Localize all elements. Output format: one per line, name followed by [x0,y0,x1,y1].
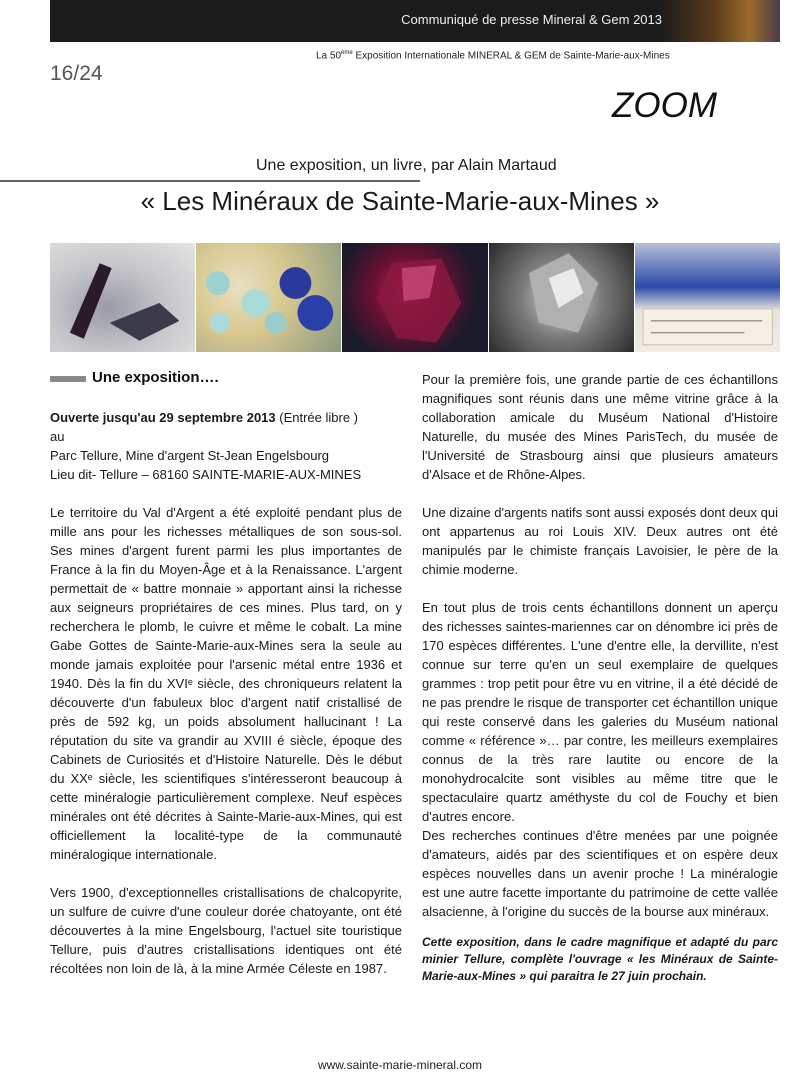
opening-date: Ouverte jusqu'au 29 septembre 2013 [50,410,276,425]
subtitle-post: Exposition Internationale MINERAL & GEM de Sainte-Marie-aux-Mines [352,50,670,62]
header-banner [50,0,780,42]
blue-spheres-icon [196,243,341,352]
zoom-label: ZOOM [612,86,717,125]
closing-note: Cette exposition, dans le cadre magnifique et adapté du parc minier Tellure, complète l'ouvrage « les Minéraux de Sainte-Marie-aux-Mines » qui paraitra le 27 juin prochain. [422,935,778,983]
kicker-rule [0,180,420,182]
event-subtitle [316,50,670,61]
label-specimen-icon [635,243,780,352]
dark-crystal-icon [50,243,195,352]
right-column [422,370,778,985]
banner-title: Communiqué de presse Mineral & Gem 2013 [401,12,662,27]
left-column [50,408,402,978]
subtitle-sup: ème [341,50,353,56]
right-paragraph-4: Des recherches continues d'être menées par une poignée d'amateurs, aidés par des scientifiques et on espère deux espèces nouvelles dans un avenir proche ! La minéralogie est une autre facette importante du patrimoine de cette vallée alsacienne, à l'origine du succès de la bourse aux minéraux. [422,828,778,919]
right-paragraph-1: Pour la première fois, une grande partie de ces échantillons magnifiques sont réunis dans une même vitrine grâce à la collaboration amicale du Muséum National d'Histoire Naturelle, du musée des Mines ParisTech, du musée de l'Université de Strasbourg ainsi que plusieurs amateurs d'Alsace et de Rhône-Alpes. [422,372,778,482]
left-paragraph-1: Le territoire du Val d'Argent a été exploité pendant plus de mille ans pour les richesses métalliques de son sous-sol. Ses mines d'argent furent parmi les plus importantes de France à la fin du Moyen-Âge et à la Renaissance. L'argent permettait de « battre monnaie » apportant ainsi la richesse aux seigneurs propriétaires de ces mines. Plus tard, on y recherchera le plomb, le cuivre et même le cobalt. La mine Gabe Gottes de Sainte-Marie-aux-Mines sera la seule au monde jamais exploitée pour l'arsenic métal entre 1936 et 1940. Dès la fin du XVIᵉ siècle, des chroniqueurs relatent la découverte d'un fabuleux bloc d'argent natif cristallisé de près de 592 kg, un poids absolument hallucinant ! La réputation du site va grandir au XVIII é siècle, époque des Cabinets de Curiosités et d'Histoire Naturelle. Dès le début du XXᵉ siècle, les scientifiques s'intéresseront beaucoup à cette minéralogie particulièrement complexe. Neuf espèces minérales ont été décrites à Sainte-Marie-aux-Mines, qui est officiellement la localité-type de la communauté minéralogique internationale. [50,505,402,862]
mineral-photo-5 [635,243,780,352]
subtitle-pre: La 50 [316,50,342,62]
venue-line-3: Lieu dit- Tellure – 68160 SAINTE-MARIE-AUX-MINES [50,467,362,482]
red-gem-icon [342,243,487,352]
venue-line-2: Parc Tellure, Mine d'argent St-Jean Engelsbourg [50,448,330,463]
opening-line [50,408,402,427]
banner-globe-image [660,0,780,42]
mineral-photo-1 [50,243,195,352]
right-paragraph-3: En tout plus de trois cents échantillons donnent un aperçu des richesses saintes-mariennes car on dénombre ici près de 170 espèces différentes. L'une d'entre elle, la dervillite, n'est connue sur terre qu'en un seul exemplaire de quelques grammes : trop petit pour être vu en vitrine, il a été décidé de ne pas prendre le risque de transporter cet échantillon unique qui reste conservé dans les galeries du Muséum national comme « référence »… par contre, les meilleurs exemplaires connus de la très rare lautite ou encore de la monohydrocalcite sont visibles au même titre que le spectaculaire quartz améthyste du col de Fouchy et bien d'autres encore. [422,600,778,824]
section-title: Une exposition…. [92,369,219,386]
article-headline: « Les Minéraux de Sainte-Marie-aux-Mines » [140,186,660,216]
mineral-photo-3 [342,243,487,352]
mineral-photo-4 [489,243,634,352]
mineral-photo-strip [50,243,780,352]
venue-line-1: au [50,429,65,444]
opening-entry: (Entrée libre ) [275,410,359,425]
left-paragraph-2: Vers 1900, d'exceptionnelles cristallisations de chalcopyrite, un sulfure de cuivre d'une couleur dorée chatoyante, ont été découvertes à la mine Engelsbourg, l'actuel site touristique Tellure, puis d'autres cristallisations identiques ont été récoltées non loin de là, à la mine Armée Céleste en 1987. [50,885,402,976]
right-paragraph-2: Une dizaine d'argents natifs sont aussi exposés dont deux qui ont appartenus au roi Louis XIV. Deux autres ont été manipulés par le chimiste français Lavoisier, le père de la chimie moderne. [422,505,778,577]
page-number: 16/24 [50,62,103,85]
article-kicker: Une exposition, un livre, par Alain Martaud [256,157,557,174]
mineral-photo-2 [196,243,341,352]
section-marker [50,376,86,382]
metallic-crystal-icon [489,243,634,352]
footer-url[interactable]: www.sainte-marie-mineral.com [317,1058,483,1072]
